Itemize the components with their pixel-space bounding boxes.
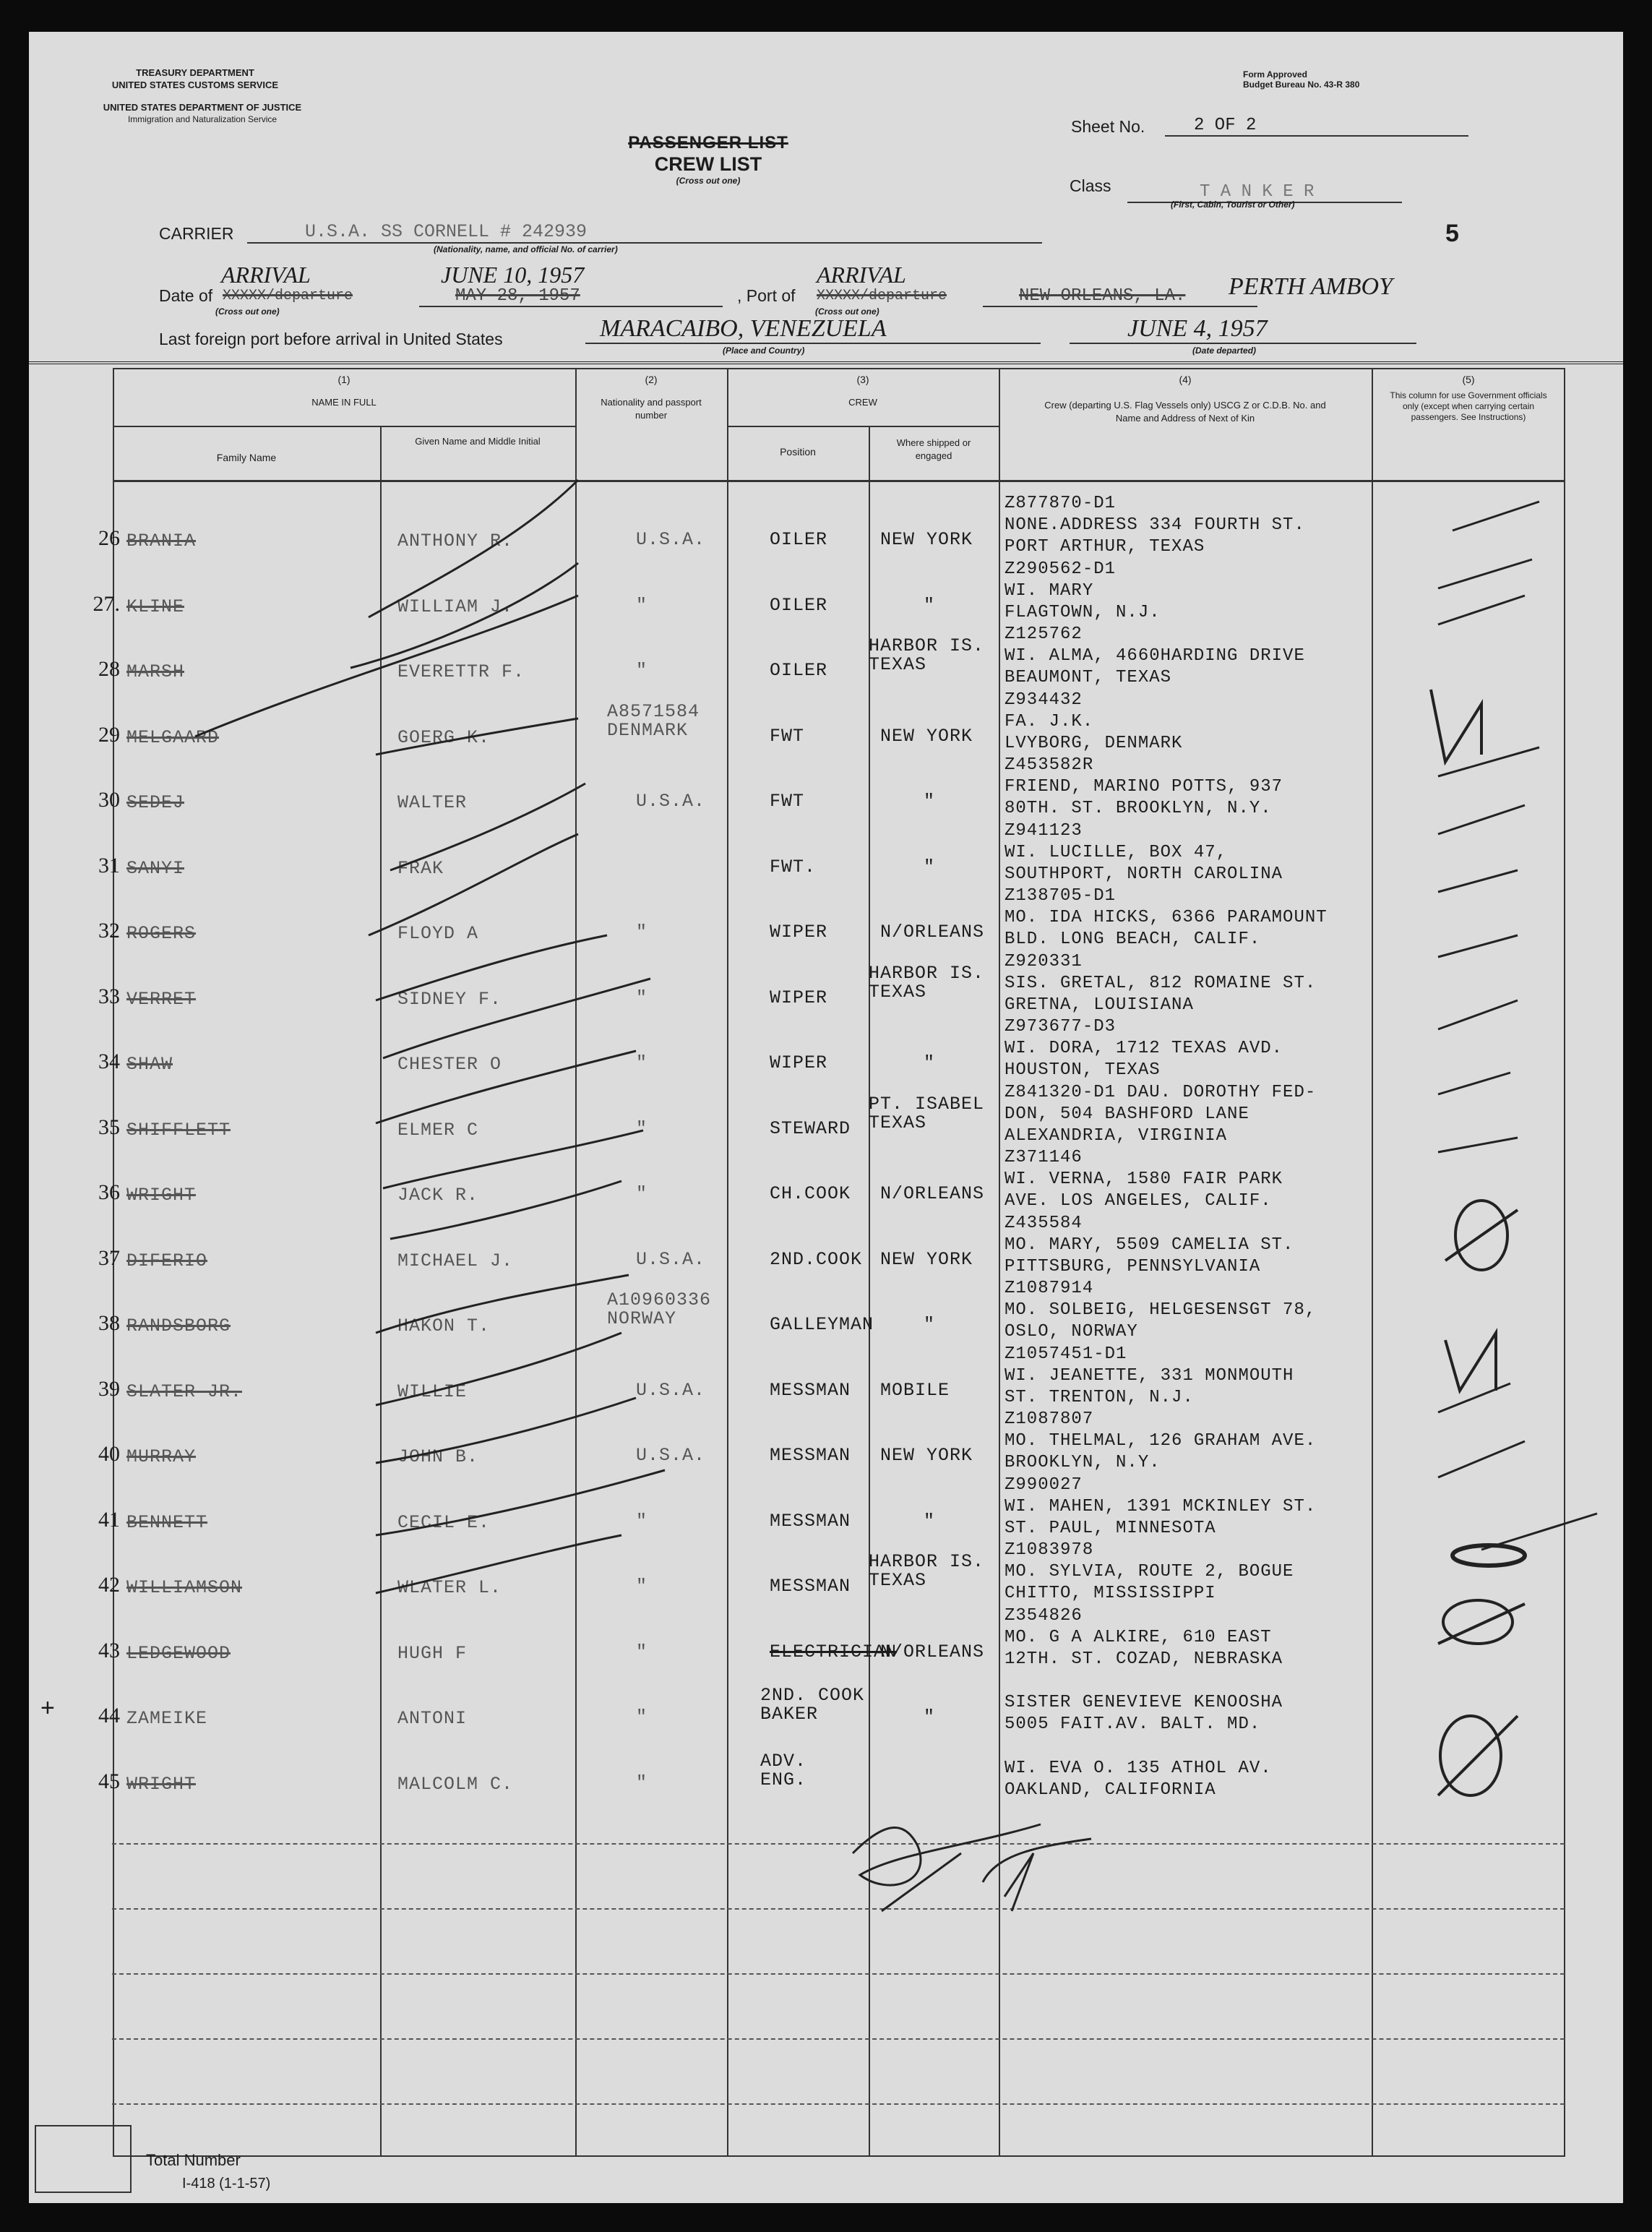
departed-note: (Date departed) (1192, 345, 1257, 356)
family-name: ZAMEIKE (126, 1708, 208, 1729)
position: MESSMAN (770, 1380, 851, 1401)
family-name: WRIGHT (126, 1774, 197, 1795)
date-type-crossed: XXXXX/departure (223, 288, 353, 304)
mark-stroke-27 (1438, 559, 1532, 588)
nationality: " (636, 922, 648, 943)
given-name: FRAK (397, 858, 444, 879)
shipped-from: " (924, 1314, 936, 1335)
next-of-kin: Z371146 WI. VERNA, 1580 FAIR PARK AVE. LOS ANGELES, CALIF. (1004, 1148, 1283, 1211)
shipped-header: Where shipped or engaged (896, 437, 971, 461)
shipped-from: NEW YORK (880, 529, 973, 550)
agency-line-4: Immigration and Naturalization Service (127, 114, 278, 124)
given-name: HUGH F (397, 1643, 468, 1664)
check-stroke-41 (376, 1470, 665, 1535)
shipped-from: " (924, 595, 936, 616)
date-type-handwritten: ARRIVAL (221, 262, 311, 288)
col-2-number: (2) (645, 374, 658, 385)
col-3-number: (3) (856, 374, 869, 385)
check-stroke-31 (369, 834, 578, 935)
row-number: 30 (98, 788, 120, 812)
row-number: 35 (98, 1115, 120, 1139)
position: MESSMAN (770, 1576, 851, 1597)
row-number: 43 (98, 1639, 120, 1662)
port-type-handwritten: ARRIVAL (817, 262, 906, 288)
next-of-kin: Z941123 WI. LUCILLE, BOX 47, SOUTHPORT, NORTH CAROLINA (1004, 821, 1283, 884)
shipped-from: HARBOR IS. TEXAS (869, 1551, 985, 1591)
n-mark-29 (1431, 690, 1481, 762)
position-header: Position (780, 446, 816, 458)
agency-line-2: UNITED STATES CUSTOMS SERVICE (111, 80, 279, 90)
position: WIPER (770, 987, 828, 1008)
row-number: 41 (98, 1508, 120, 1532)
check-stroke-29 (376, 718, 578, 755)
nationality: U.S.A. (636, 529, 706, 550)
next-of-kin: Z354826 MO. G A ALKIRE, 610 EAST 12TH. ST. COZAD, NEBRASKA (1004, 1606, 1283, 1669)
mark-stroke-32 (1438, 870, 1518, 892)
given-name: CHESTER O (397, 1054, 502, 1075)
row-number: 27. (93, 592, 120, 616)
family-name: ROGERS (126, 923, 197, 944)
given-name: GOERG K. (397, 727, 491, 748)
given-name: MICHAEL J. (397, 1250, 514, 1271)
shipped-from: " (924, 1052, 936, 1073)
shipped-from: NEW YORK (880, 1249, 973, 1270)
date-label: Date of (159, 286, 213, 305)
row-number: 34 (98, 1050, 120, 1073)
row-number: 36 (98, 1180, 120, 1204)
family-name: SHIFFLETT (126, 1120, 231, 1141)
next-of-kin: Z841320-D1 DAU. DOROTHY FED- DON, 504 BASHFORD LANE ALEXANDRIA, VIRGINIA (1004, 1083, 1317, 1146)
handwritten-markings (29, 32, 1623, 2203)
row-number: 42 (98, 1573, 120, 1597)
given-name: ANTONI (397, 1708, 468, 1729)
family-name: RANDSBORG (126, 1315, 231, 1336)
given-name: FLOYD A (397, 923, 479, 944)
shipped-from: " (924, 1511, 936, 1532)
last-port-value: MARACAIBO, VENEZUELA (585, 315, 1041, 344)
class-value: T A N K E R (1127, 182, 1402, 203)
nationality: " (636, 1772, 648, 1793)
next-of-kin: Z1057451-D1 WI. JEANETTE, 331 MONMOUTH ST. TRENTON, N.J. (1004, 1344, 1294, 1407)
last-port-label: Last foreign port before arrival in United States (159, 330, 503, 348)
next-of-kin: Z920331 SIS. GRETAL, 812 ROMAINE ST. GRETNA, LOUISIANA (1004, 952, 1317, 1015)
form-approved-label: Form Approved (1243, 69, 1307, 80)
crew-list-form (29, 32, 1623, 2203)
family-name: SHAW (126, 1054, 173, 1075)
family-name: DIFERIO (126, 1250, 208, 1271)
next-of-kin: Z934432 FA. J.K. LVYBORG, DENMARK (1004, 690, 1183, 753)
col-5-title: This column for use Government officials only (except when carrying certain passengers. See Instructions) (1390, 390, 1547, 422)
nationality: " (636, 1641, 648, 1662)
pen-strokes (195, 480, 1597, 1911)
mark-stroke-36 (1438, 1138, 1518, 1152)
port-value-typed: NEW ORLEANS, LA. (983, 286, 1257, 307)
sheet-value: 2 OF 2 (1165, 116, 1468, 137)
shipped-from: NEW YORK (880, 726, 973, 747)
col-4-title: Crew (departing U.S. Flag Vessels only) USCG Z or C.D.B. No. and Name and Address of Next of Kin (1044, 400, 1326, 424)
carrier-note: (Nationality, name, and official No. of carrier) (434, 244, 618, 254)
given-name: WLATER L. (397, 1577, 502, 1598)
total-number-box (35, 2125, 132, 2193)
row-number: 29 (98, 723, 120, 747)
next-of-kin: Z973677-D3 WI. DORA, 1712 TEXAS AVD. HOUSTON, TEXAS (1004, 1017, 1283, 1080)
class-note: (First, Cabin, Tourist or Other) (1171, 199, 1295, 210)
next-of-kin: Z990027 WI. MAHEN, 1391 MCKINLEY ST. ST. PAUL, MINNESOTA (1004, 1475, 1317, 1538)
position: MESSMAN (770, 1511, 851, 1532)
family-name: VERRET (126, 989, 197, 1010)
family-name: SLATER JR. (126, 1381, 243, 1402)
check-stroke-36 (390, 1181, 621, 1239)
check-stroke-33 (383, 979, 650, 1058)
next-of-kin: SISTER GENEVIEVE KENOOSHA 5005 FAIT.AV. BALT. MD. (1004, 1693, 1283, 1734)
shipped-from: " (924, 857, 936, 877)
carrier-value: U.S.A. SS CORNELL # 242939 (247, 221, 1042, 244)
family-name: MURRAY (126, 1446, 197, 1467)
row-number: 32 (98, 919, 120, 943)
nationality: " (636, 660, 648, 681)
family-name: MELGAARD (126, 727, 220, 748)
given-name: JOHN B. (397, 1446, 479, 1467)
passenger-list-crossed: PASSENGER LIST (628, 133, 788, 153)
form-number: I-418 (1-1-57) (182, 2176, 271, 2192)
mark-stroke-28 (1438, 596, 1525, 624)
nationality: " (636, 1118, 648, 1139)
date-note: (Cross out one) (215, 306, 280, 317)
port-note: (Cross out one) (815, 306, 879, 317)
position: 2ND.COOK (770, 1249, 863, 1270)
check-stroke-39 (376, 1333, 621, 1405)
next-of-kin: Z138705-D1 MO. IDA HICKS, 6366 PARAMOUNT BLD. LONG BEACH, CALIF. (1004, 886, 1328, 949)
given-name: CECIL E. (397, 1512, 491, 1533)
list-type-note: (Cross out one) (676, 176, 741, 186)
check-stroke-34 (376, 1051, 636, 1123)
crew-list-title: CREW LIST (654, 153, 762, 175)
date-value-typed: MAY 28, 1957 (419, 286, 723, 307)
check-stroke-28 (195, 596, 578, 737)
position: CH.COOK (770, 1183, 851, 1204)
position: WIPER (770, 922, 828, 943)
nationality: A10960336 NORWAY (607, 1289, 712, 1329)
position: GALLEYMAN (770, 1314, 874, 1335)
position: ELECTRICIAN (770, 1641, 898, 1662)
nationality: U.S.A. (636, 1445, 706, 1466)
check-stroke-27 (350, 563, 578, 668)
nationality: " (636, 987, 648, 1008)
next-of-kin: Z125762 WI. ALMA, 4660HARDING DRIVE BEAUMONT, TEXAS (1004, 624, 1305, 687)
position: FWT. (770, 857, 817, 877)
nationality: A8571584 DENMARK (607, 701, 700, 741)
family-name: MARSH (126, 661, 185, 682)
mark-stroke-33 (1438, 935, 1518, 957)
row-number: 28 (98, 657, 120, 681)
row-number: 39 (98, 1377, 120, 1401)
family-name: LEDGEWOOD (126, 1643, 231, 1664)
carrier-label: CARRIER (159, 224, 234, 243)
next-of-kin: WI. EVA O. 135 ATHOL AV. OAKLAND, CALIFORNIA (1004, 1759, 1272, 1800)
shipped-from: " (924, 1707, 936, 1727)
row-number: 26 (98, 526, 120, 550)
given-name: EVERETTR F. (397, 661, 525, 682)
row-number: 44 (98, 1704, 120, 1727)
agency-line-1: TREASURY DEPARTMENT (136, 67, 254, 78)
given-name: ELMER C (397, 1120, 479, 1141)
position: WIPER (770, 1052, 828, 1073)
row-number: 31 (98, 854, 120, 877)
given-name: WILLIE (397, 1381, 468, 1402)
nationality: U.S.A. (636, 1249, 706, 1270)
check-stroke-42 (376, 1535, 621, 1593)
page-mark: 5 (1445, 220, 1459, 247)
row-number: 45 (98, 1769, 120, 1793)
check-stroke-38 (376, 1275, 629, 1333)
position: OILER (770, 529, 828, 550)
row-number: 40 (98, 1442, 120, 1466)
budget-bureau-label: Budget Bureau No. 43-R 380 (1243, 80, 1360, 90)
port-type-crossed: XXXXX/departure (817, 288, 947, 304)
position: FWT (770, 791, 805, 812)
nationality: " (636, 1511, 648, 1532)
col-2-title: Nationality and passport number (601, 397, 702, 421)
agency-line-3: UNITED STATES DEPARTMENT OF JUSTICE (103, 102, 302, 113)
position: 2ND. COOK BAKER (760, 1685, 865, 1725)
departed-value: JUNE 4, 1957 (1070, 315, 1416, 344)
next-of-kin: Z435584 MO. MARY, 5509 CAMELIA ST. PITTSBURG, PENNSYLVANIA (1004, 1214, 1294, 1276)
family-name: BRANIA (126, 531, 197, 551)
total-number-label: Total Number (146, 2151, 241, 2169)
shipped-from: PT. ISABEL TEXAS (869, 1094, 985, 1133)
position: STEWARD (770, 1118, 851, 1139)
next-of-kin: Z877870-D1 NONE.ADDRESS 334 FOURTH ST. PORT ARTHUR, TEXAS (1004, 494, 1305, 557)
family-name: WRIGHT (126, 1185, 197, 1206)
class-label: Class (1070, 176, 1111, 195)
position: FWT (770, 726, 805, 747)
nationality: U.S.A. (636, 1380, 706, 1401)
family-name: KLINE (126, 596, 185, 617)
mark-stroke-34 (1438, 1000, 1518, 1029)
port-label: , Port of (737, 286, 796, 305)
date-value-handwritten: JUNE 10, 1957 (441, 262, 585, 288)
shipped-from: " (924, 791, 936, 812)
shipped-from: NEW YORK (880, 1445, 973, 1466)
mark-stroke-26 (1453, 502, 1539, 531)
family-name: WILLIAMSON (126, 1577, 243, 1598)
check-stroke-26 (369, 480, 578, 617)
shipped-from: MOBILE (880, 1380, 950, 1401)
n-mark-38 (1445, 1333, 1496, 1391)
last-port-note: (Place and Country) (723, 345, 805, 356)
next-of-kin: Z1083978 MO. SYLVIA, ROUTE 2, BOGUE CHITTO, MISSISSIPPI (1004, 1540, 1294, 1603)
nationality: " (636, 595, 648, 616)
nationality: " (636, 1707, 648, 1727)
col-1-number: (1) (337, 374, 350, 385)
row-number: 38 (98, 1311, 120, 1335)
check-stroke-40 (376, 1398, 636, 1463)
check-stroke-35 (383, 1130, 643, 1188)
given-name-header: Given Name and Middle Initial (415, 436, 541, 447)
given-name: MALCOLM C. (397, 1774, 514, 1795)
family-name: SANYI (126, 858, 185, 879)
nationality: U.S.A. (636, 791, 706, 812)
mark-stroke-39 (1438, 1383, 1510, 1412)
position: OILER (770, 660, 828, 681)
shipped-from: HARBOR IS. TEXAS (869, 963, 985, 1003)
position: MESSMAN (770, 1445, 851, 1466)
mark-stroke-35 (1438, 1073, 1510, 1094)
given-name: HAKON T. (397, 1315, 491, 1336)
col-5-number: (5) (1462, 374, 1475, 385)
mark-stroke-31 (1438, 805, 1525, 834)
col-1-title: NAME IN FULL (311, 397, 377, 408)
signature (853, 1824, 1091, 1911)
nationality: " (636, 1052, 648, 1073)
given-name: WALTER (397, 792, 468, 813)
plus-mark: + (40, 1694, 55, 1722)
next-of-kin: Z1087914 MO. SOLBEIG, HELGESENSGT 78, OSLO, NORWAY (1004, 1279, 1317, 1342)
sheet-label: Sheet No. (1071, 117, 1145, 136)
family-name: SEDEJ (126, 792, 185, 813)
nationality: " (636, 1183, 648, 1204)
family-name-header: Family Name (216, 452, 277, 463)
port-value-handwritten: PERTH AMBOY (1229, 273, 1393, 300)
position: ADV. ENG. (760, 1751, 807, 1790)
next-of-kin: Z453582R FRIEND, MARINO POTTS, 937 80TH. ST. BROOKLYN, N.Y. (1004, 755, 1283, 818)
shipped-from: N/ORLEANS (880, 1183, 985, 1204)
given-name: WILLIAM J. (397, 596, 514, 617)
given-name: JACK R. (397, 1185, 479, 1206)
shipped-from: N/ORLEANS (880, 1641, 985, 1662)
next-of-kin: Z1087807 MO. THELMAL, 126 GRAHAM AVE. BROOKLYN, N.Y. (1004, 1409, 1317, 1472)
shipped-from: N/ORLEANS (880, 922, 985, 943)
row-number: 37 (98, 1246, 120, 1270)
given-name: SIDNEY F. (397, 989, 502, 1010)
row-number: 33 (98, 984, 120, 1008)
shipped-from: HARBOR IS. TEXAS (869, 635, 985, 675)
check-stroke-32 (376, 935, 607, 1000)
next-of-kin: Z290562-D1 WI. MARY FLAGTOWN, N.J. (1004, 559, 1161, 622)
position: OILER (770, 595, 828, 616)
col-3-title: CREW (848, 397, 877, 408)
mark-stroke-40 (1438, 1441, 1525, 1477)
col-4-number: (4) (1179, 374, 1192, 385)
family-name: BENNETT (126, 1512, 208, 1533)
check-stroke-30 (390, 784, 585, 870)
given-name: ANTHONY R. (397, 531, 514, 551)
nationality: " (636, 1576, 648, 1597)
